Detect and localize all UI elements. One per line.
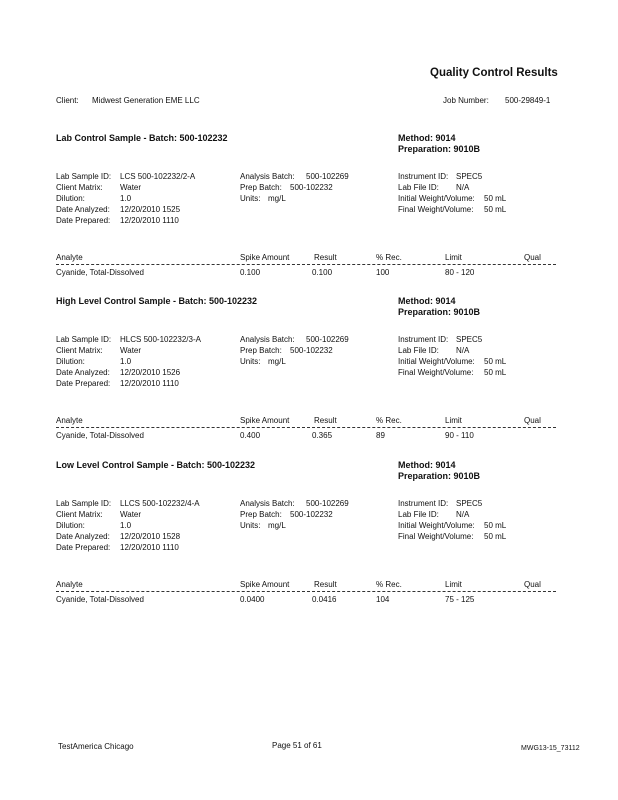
column-header-qual: Qual [524, 253, 541, 262]
cell-result: 0.365 [312, 431, 333, 440]
column-header-limit: Limit [445, 416, 462, 425]
cell-result: 0.100 [312, 268, 333, 277]
client-matrix: Water [120, 510, 142, 519]
label-final-wv: Final Weight/Volume: [398, 532, 474, 541]
units: mg/L [268, 357, 286, 366]
cell-limit: 80 - 120 [445, 268, 475, 277]
footer-page: Page 51 of 61 [272, 741, 322, 750]
preparation: Preparation: 9010B [398, 144, 481, 154]
label-date-prepared: Date Prepared: [56, 543, 111, 552]
preparation: Preparation: 9010B [398, 307, 481, 317]
final-wv: 50 mL [484, 205, 507, 214]
date-analyzed: 12/20/2010 1526 [120, 368, 181, 377]
column-header-limit: Limit [445, 580, 462, 589]
prep-batch: 500-102232 [290, 510, 333, 519]
label-lab-file-id: Lab File ID: [398, 346, 439, 355]
date-prepared: 12/20/2010 1110 [120, 379, 179, 388]
footer-company: TestAmerica Chicago [58, 742, 134, 751]
label-initial-wv: Initial Weight/Volume: [398, 357, 475, 366]
column-header-analyte: Analyte [56, 580, 83, 589]
column-header-analyte: Analyte [56, 253, 83, 262]
cell-spike-amount: 0.0400 [240, 595, 265, 604]
label-client-matrix: Client Matrix: [56, 346, 103, 355]
label-lab-sample-id: Lab Sample ID: [56, 335, 112, 344]
column-header-limit: Limit [445, 253, 462, 262]
label-final-wv: Final Weight/Volume: [398, 205, 474, 214]
preparation: Preparation: 9010B [398, 471, 481, 481]
cell-rec: 89 [376, 431, 385, 440]
date-prepared: 12/20/2010 1110 [120, 216, 179, 225]
column-header-analyte: Analyte [56, 416, 83, 425]
column-header-result: Result [314, 253, 337, 262]
lab-file-id: N/A [456, 346, 470, 355]
label-analysis-batch: Analysis Batch: [240, 172, 295, 181]
prep-batch: 500-102232 [290, 183, 333, 192]
table-divider [56, 591, 556, 592]
cell-limit: 75 - 125 [445, 595, 475, 604]
label-lab-file-id: Lab File ID: [398, 510, 439, 519]
method: Method: 9014 [398, 296, 456, 306]
date-analyzed: 12/20/2010 1525 [120, 205, 181, 214]
cell-analyte: Cyanide, Total-Dissolved [56, 595, 144, 604]
column-header-spike-amount: Spike Amount [240, 253, 290, 262]
initial-wv: 50 mL [484, 521, 507, 530]
label-lab-sample-id: Lab Sample ID: [56, 499, 112, 508]
footer-code: MWG13-15_73112 [521, 745, 580, 752]
label-dilution: Dilution: [56, 194, 85, 203]
label-date-analyzed: Date Analyzed: [56, 205, 110, 214]
section-heading: High Level Control Sample - Batch: 500-102232 [56, 296, 258, 306]
label-client-matrix: Client Matrix: [56, 510, 103, 519]
instrument-id: SPEC5 [456, 172, 483, 181]
final-wv: 50 mL [484, 368, 507, 377]
job-number: 500-29849-1 [505, 96, 551, 105]
lab-sample-id: LCS 500-102232/2-A [120, 172, 196, 181]
column-header-rec: % Rec. [376, 253, 402, 262]
label-date-prepared: Date Prepared: [56, 379, 111, 388]
column-header-rec: % Rec. [376, 416, 402, 425]
cell-result: 0.0416 [312, 595, 337, 604]
label-analysis-batch: Analysis Batch: [240, 499, 295, 508]
instrument-id: SPEC5 [456, 335, 483, 344]
table-divider [56, 264, 556, 265]
final-wv: 50 mL [484, 532, 507, 541]
label-dilution: Dilution: [56, 357, 85, 366]
units: mg/L [268, 521, 286, 530]
method: Method: 9014 [398, 133, 456, 143]
label-instrument-id: Instrument ID: [398, 335, 449, 344]
cell-limit: 90 - 110 [445, 431, 474, 440]
analysis-batch: 500-102269 [306, 335, 349, 344]
lab-file-id: N/A [456, 510, 470, 519]
column-header-spike-amount: Spike Amount [240, 416, 290, 425]
label-date-prepared: Date Prepared: [56, 216, 111, 225]
lab-sample-id: LLCS 500-102232/4-A [120, 499, 200, 508]
label-analysis-batch: Analysis Batch: [240, 335, 295, 344]
section-heading: Lab Control Sample - Batch: 500-102232 [56, 133, 228, 143]
label-lab-file-id: Lab File ID: [398, 183, 439, 192]
table-divider [56, 427, 556, 428]
cell-analyte: Cyanide, Total-Dissolved [56, 268, 144, 277]
label-client-matrix: Client Matrix: [56, 183, 103, 192]
label-prep-batch: Prep Batch: [240, 346, 282, 355]
label-units: Units: [240, 521, 261, 530]
label-instrument-id: Instrument ID: [398, 172, 449, 181]
instrument-id: SPEC5 [456, 499, 483, 508]
label-units: Units: [240, 357, 261, 366]
label-initial-wv: Initial Weight/Volume: [398, 194, 475, 203]
cell-rec: 100 [376, 268, 390, 277]
page-title: Quality Control Results [430, 67, 558, 79]
client-matrix: Water [120, 346, 142, 355]
client-name: Midwest Generation EME LLC [92, 96, 200, 105]
lab-file-id: N/A [456, 183, 470, 192]
label-final-wv: Final Weight/Volume: [398, 368, 474, 377]
column-header-result: Result [314, 416, 337, 425]
column-header-spike-amount: Spike Amount [240, 580, 290, 589]
label-lab-sample-id: Lab Sample ID: [56, 172, 112, 181]
label-initial-wv: Initial Weight/Volume: [398, 521, 475, 530]
date-prepared: 12/20/2010 1110 [120, 543, 179, 552]
label-prep-batch: Prep Batch: [240, 183, 282, 192]
dilution: 1.0 [120, 194, 132, 203]
method: Method: 9014 [398, 460, 456, 470]
prep-batch: 500-102232 [290, 346, 333, 355]
label-date-analyzed: Date Analyzed: [56, 368, 110, 377]
client-matrix: Water [120, 183, 142, 192]
client-label: Client: [56, 96, 79, 105]
section-heading: Low Level Control Sample - Batch: 500-102232 [56, 460, 256, 470]
date-analyzed: 12/20/2010 1528 [120, 532, 181, 541]
column-header-result: Result [314, 580, 337, 589]
initial-wv: 50 mL [484, 194, 507, 203]
units: mg/L [268, 194, 286, 203]
label-instrument-id: Instrument ID: [398, 499, 449, 508]
job-number-label: Job Number: [443, 96, 489, 105]
lab-sample-id: HLCS 500-102232/3-A [120, 335, 201, 344]
analysis-batch: 500-102269 [306, 172, 349, 181]
cell-spike-amount: 0.100 [240, 268, 261, 277]
label-prep-batch: Prep Batch: [240, 510, 282, 519]
label-date-analyzed: Date Analyzed: [56, 532, 110, 541]
dilution: 1.0 [120, 357, 132, 366]
cell-analyte: Cyanide, Total-Dissolved [56, 431, 144, 440]
analysis-batch: 500-102269 [306, 499, 349, 508]
label-units: Units: [240, 194, 261, 203]
label-dilution: Dilution: [56, 521, 85, 530]
column-header-qual: Qual [524, 416, 541, 425]
cell-spike-amount: 0.400 [240, 431, 261, 440]
column-header-rec: % Rec. [376, 580, 402, 589]
initial-wv: 50 mL [484, 357, 507, 366]
dilution: 1.0 [120, 521, 132, 530]
column-header-qual: Qual [524, 580, 541, 589]
cell-rec: 104 [376, 595, 390, 604]
